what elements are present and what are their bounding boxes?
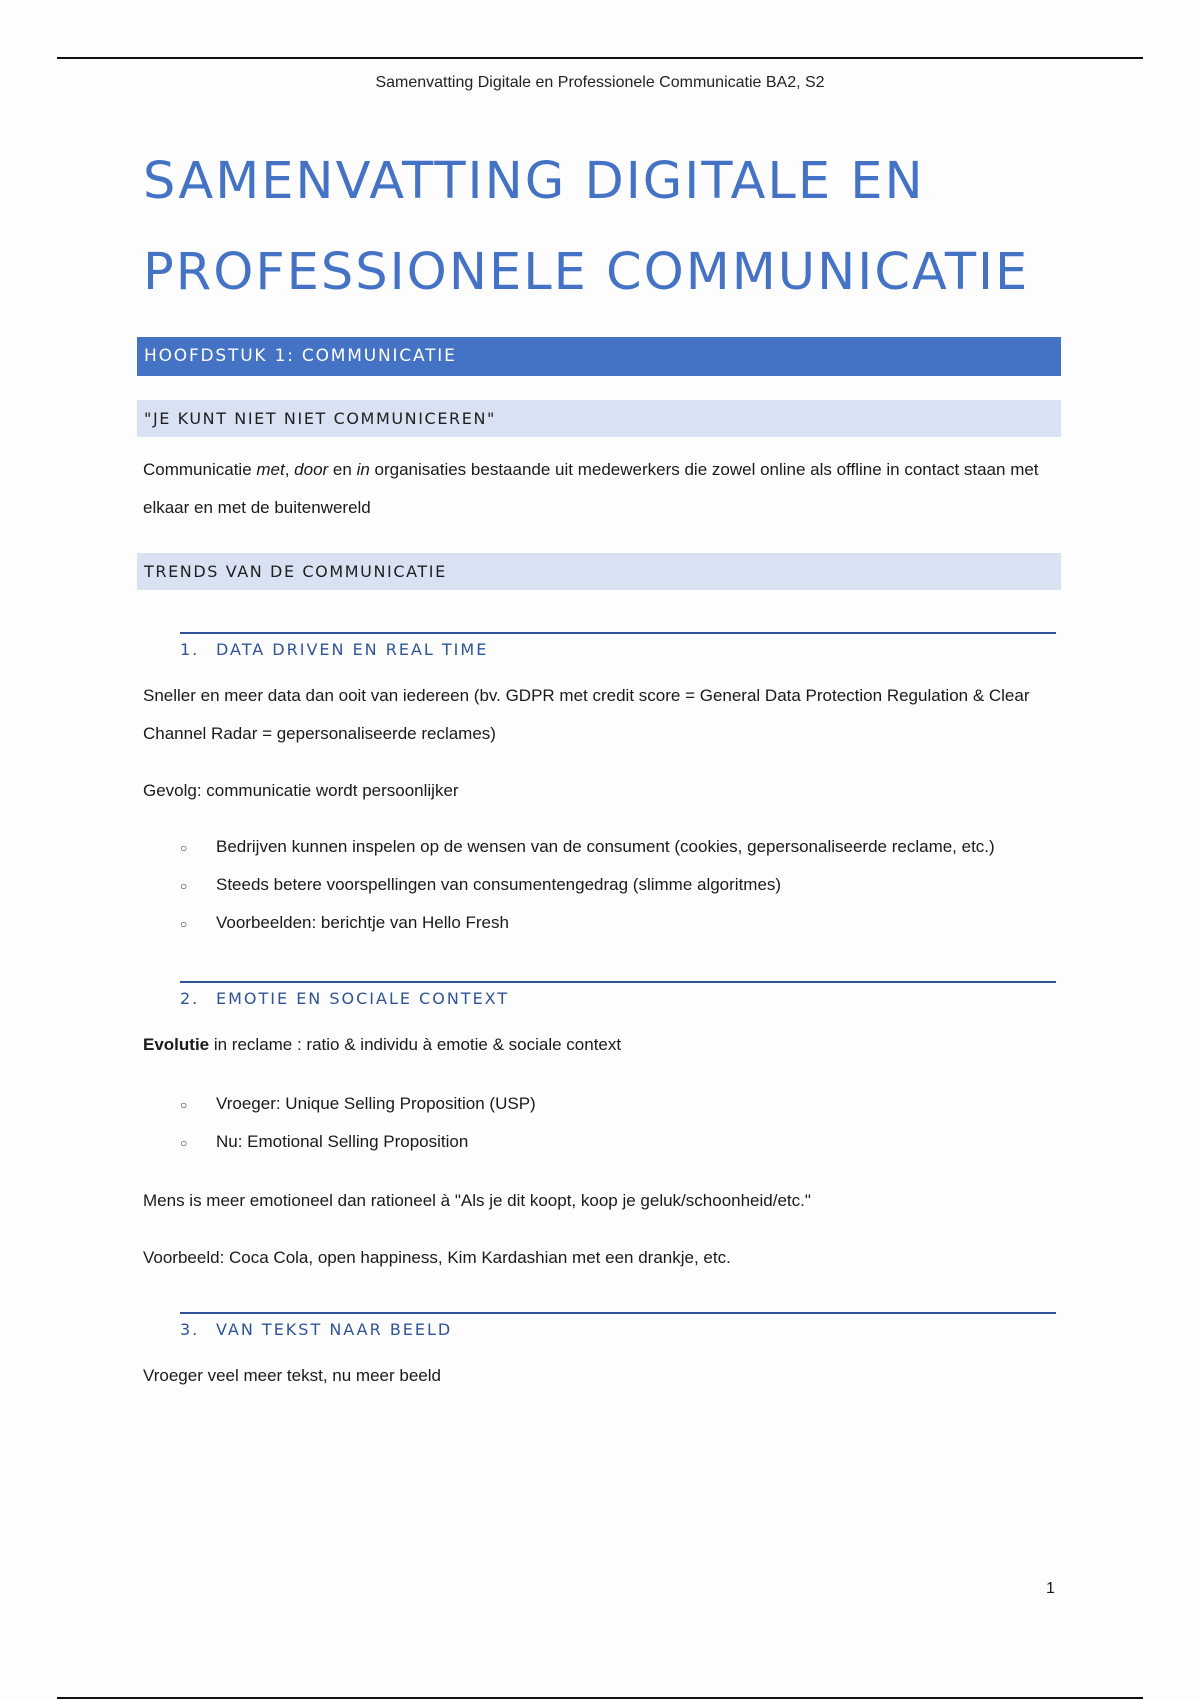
section-heading-trends: TRENDS VAN DE COMMUNICATIE [137, 553, 1061, 590]
list-item: ○ Voorbeelden: berichtje van Hello Fresh [180, 913, 509, 932]
subsection-rule [180, 632, 1056, 634]
document-title [143, 136, 1083, 318]
paragraph-voorbeeld: Voorbeeld: Coca Cola, open happiness, Kim Kardashian met een drankje, etc. [143, 1248, 731, 1267]
subsection-rule [180, 981, 1056, 983]
title-line-1: SAMENVATTING DIGITALE EN [143, 152, 925, 211]
list-item: ○ Steeds betere voorspellingen van consumentengedrag (slimme algoritmes) [180, 875, 782, 894]
title-line-2: PROFESSIONELE COMMUNICATIE [143, 243, 1030, 302]
bullet-circle-icon: ○ [180, 917, 188, 931]
definition-paragraph: Communicatie met, door en in organisaties bestaande uit medewerkers die zowel online als offline in contact staan met elkaar en met de buitenwereld [143, 460, 1039, 517]
paragraph-gevolg: Gevolg: communicatie wordt persoonlijker [143, 781, 459, 800]
bullet-circle-icon: ○ [180, 1136, 188, 1150]
bullet-circle-icon: ○ [180, 1098, 188, 1112]
bullet-circle-icon: ○ [180, 841, 188, 855]
list-item: ○ Nu: Emotional Selling Proposition [180, 1132, 469, 1151]
section-heading-communiceren: "JE KUNT NIET NIET COMMUNICEREN" [137, 400, 1061, 437]
header-rule [57, 57, 1143, 59]
subsection-rule [180, 1312, 1056, 1314]
subsection-heading-emotie: 2. EMOTIE EN SOCIALE CONTEXT [180, 989, 510, 1008]
running-header: Samenvatting Digitale en Professionele Communicatie BA2, S2 [375, 74, 825, 91]
page-number: 1 [1046, 1580, 1055, 1597]
footer-rule [57, 1697, 1143, 1699]
subsection-heading-tekst-beeld: 3. VAN TEKST NAAR BEELD [180, 1320, 453, 1339]
list-item: ○ Vroeger: Unique Selling Proposition (USP) [180, 1094, 536, 1113]
paragraph-mens: Mens is meer emotioneel dan rationeel à "Als je dit koopt, koop je geluk/schoonheid/etc." [143, 1191, 811, 1210]
paragraph-evolutie: Evolutie in reclame : ratio & individu à emotie & sociale context [143, 1035, 622, 1054]
bullet-circle-icon: ○ [180, 879, 188, 893]
paragraph-data: Sneller en meer data dan ooit van iedereen (bv. GDPR met credit score = General Data Protection Regulation & Clear Channel Radar = gepersonaliseerde reclames) [143, 686, 1030, 743]
list-item: ○ Bedrijven kunnen inspelen op de wensen van de consument (cookies, gepersonaliseerde reclame, etc.) [180, 837, 995, 856]
subsection-heading-data-driven: 1. DATA DRIVEN EN REAL TIME [180, 640, 489, 659]
paragraph-tekst: Vroeger veel meer tekst, nu meer beeld [143, 1366, 441, 1385]
chapter-heading: HOOFDSTUK 1: COMMUNICATIE [137, 337, 1061, 376]
